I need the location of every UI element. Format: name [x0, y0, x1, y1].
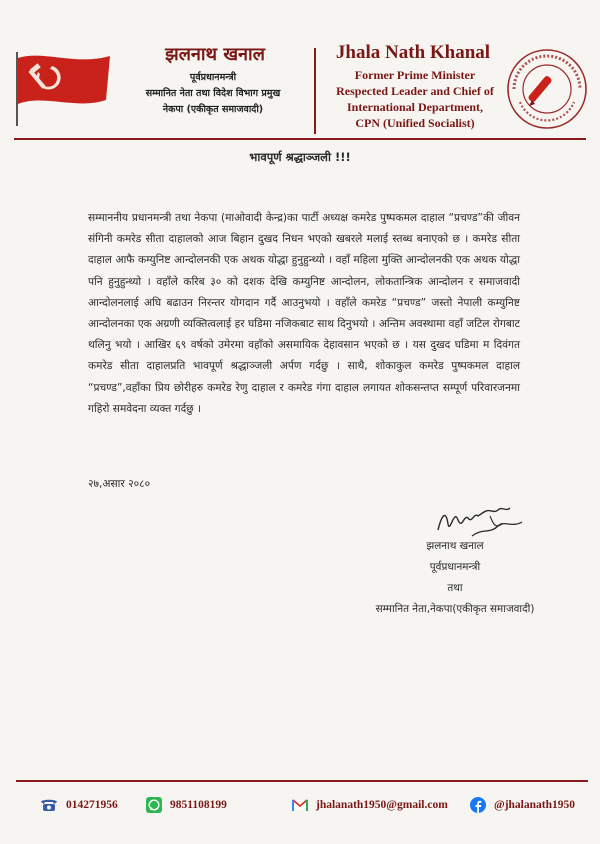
- footer-mobile: [146, 797, 227, 813]
- header-divider: [314, 48, 316, 134]
- nepali-subtitle-2: सम्मानित नेता तथा विदेश विभाग प्रमुख: [145, 88, 281, 99]
- party-flag-icon: [14, 48, 112, 128]
- signatory-name: झलनाथ खनाल: [426, 540, 484, 552]
- signatory-title: पूर्वप्रधानमन्त्री: [429, 561, 481, 573]
- telephone-icon: [40, 798, 58, 812]
- facebook-icon: [470, 797, 486, 813]
- gmail-icon: [292, 799, 308, 811]
- english-subtitle-4: CPN (Unified Socialist): [355, 116, 475, 130]
- whatsapp-icon: [146, 797, 162, 813]
- signature-block: [330, 536, 580, 620]
- email-address[interactable]: jhalanath1950@gmail.com: [316, 799, 448, 811]
- english-subtitle-2: Respected Leader and Chief of: [336, 84, 494, 98]
- letter-body: सम्माननीय प्रधानमन्त्री तथा नेकपा (माओवादी केन्द्र)का पार्टी अध्यक्ष कमरेड पुष्पकमल दाहाल “प्रचण्ड”की जीवन संगिनी कमरेड सीता दाहालको आज बिहान दुखद निधन भएको खबरले मलाई स्तब्ध बनाएको छ । कमरेड सीता दाहाल आफै कम्युनिष्ट आन्दोलनकी एक अथक योद्धा हुनुहुन्थ्यो । वहाँ महिला मुक्ति आन्दोलनकी एक अथक योद्धा पनि हुनुहुन्थ्यो । वहाँले करिब ३० को दशक देखि कम्युनिष्ट आन्दोलन, लोकतान्त्रिक आन्दोलन र समाजवादी आन्दोलनलाई अघि बढाउन निरन्तर योगदान गर्दै आउनुभयो । वहाँले कमरेड “प्रचण्ड” जस्तो नेपाली कम्युनिष्ट आन्दोलनका एक अग्रणी व्यक्तित्वलाई हर घडिमा नजिकबाट साथ दिनुभयो । अन्तिम अवस्थामा वहाँ जटिल रोगबाट थलिनु भयो । आखिर ६९ वर्षको उमेरमा वहाँको असमायिक देहावसान भएको छ । यस दुखद घडिमा म दिवंगत कमरेड सीता दाहालप्रति भावपूर्ण श्रद्धाञ्जली अर्पण गर्दछु । साथै, शोकाकुल कमरेड पुष्पकमल दाहाल “प्रचण्ड”,वहाँका प्रिय छोरीहरु कमरेड रेणु दाहाल र कमरेड गंगा दाहाल लगायत शोकसन्तप्त सम्पूर्ण परिवारजनमा गहिरो समवेदना व्यक्त गर्दछु ।: [88, 212, 521, 415]
- nepali-subtitle-3: नेकपा (एकीकृत समाजवादी): [162, 104, 264, 115]
- nepali-subtitle-1: पूर्वप्रधानमन्त्री: [189, 72, 237, 83]
- footer-facebook: [470, 797, 575, 813]
- letter-title: भावपूर्ण श्रद्धाञ्जली !!!: [249, 150, 351, 164]
- header-rule: [14, 138, 586, 140]
- footer-phone: [40, 797, 118, 813]
- footer-rule: [16, 780, 588, 782]
- signatory-role: सम्मानित नेता,नेकपा(एकीकृत समाजवादी): [375, 603, 535, 615]
- english-name: Jhala Nath Khanal: [335, 42, 491, 63]
- english-subtitle-3: International Department,: [347, 100, 483, 114]
- english-subtitle-1: Former Prime Minister: [354, 68, 476, 82]
- facebook-handle[interactable]: @jhalanath1950: [494, 799, 575, 811]
- signatory-conjunction: तथा: [447, 582, 463, 594]
- official-seal-icon: [506, 48, 588, 130]
- letter-date: २७,असार २०८०: [88, 478, 151, 490]
- phone-number: 014271956: [66, 799, 118, 811]
- nepali-name: झलनाथ खनाल: [165, 44, 265, 65]
- footer-email: [292, 797, 448, 813]
- mobile-number: 9851108199: [170, 799, 227, 811]
